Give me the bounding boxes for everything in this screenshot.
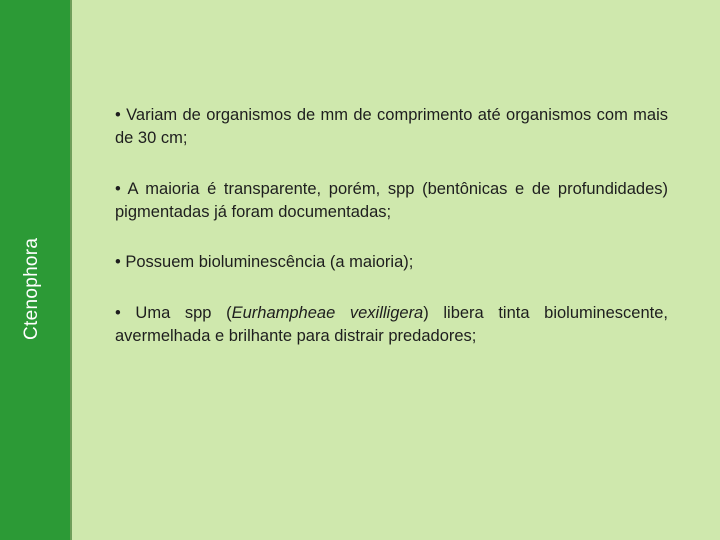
bullet-text-prefix: Uma spp ( <box>135 304 232 322</box>
bullet-text: Possuem bioluminescência (a maioria); <box>125 253 414 271</box>
bullet-item <box>115 302 668 348</box>
bullet-text: Variam de organismos de mm de comprimento até organismos com mais de 30 cm; <box>115 106 668 147</box>
bullet-marker: • <box>115 180 121 198</box>
sidebar-bar <box>0 0 72 540</box>
bullet-item <box>115 104 668 150</box>
bullet-marker: • <box>115 304 121 322</box>
bullet-marker: • <box>115 253 121 271</box>
bullet-item <box>115 251 668 274</box>
bullet-text: A maioria é transparente, porém, spp (bentônicas e de profundidades) pigmentadas já foram documentadas; <box>115 180 668 221</box>
bullet-item <box>115 178 668 224</box>
slide-title: Ctenophora <box>21 237 42 340</box>
bullet-text-suffix: ) libera tinta bioluminescente, avermelhada e brilhante para distrair predadores; <box>115 304 668 345</box>
bullet-list <box>115 104 668 348</box>
bullet-marker: • <box>115 106 121 124</box>
species-name: Eurhampheae vexilligera <box>231 304 424 322</box>
